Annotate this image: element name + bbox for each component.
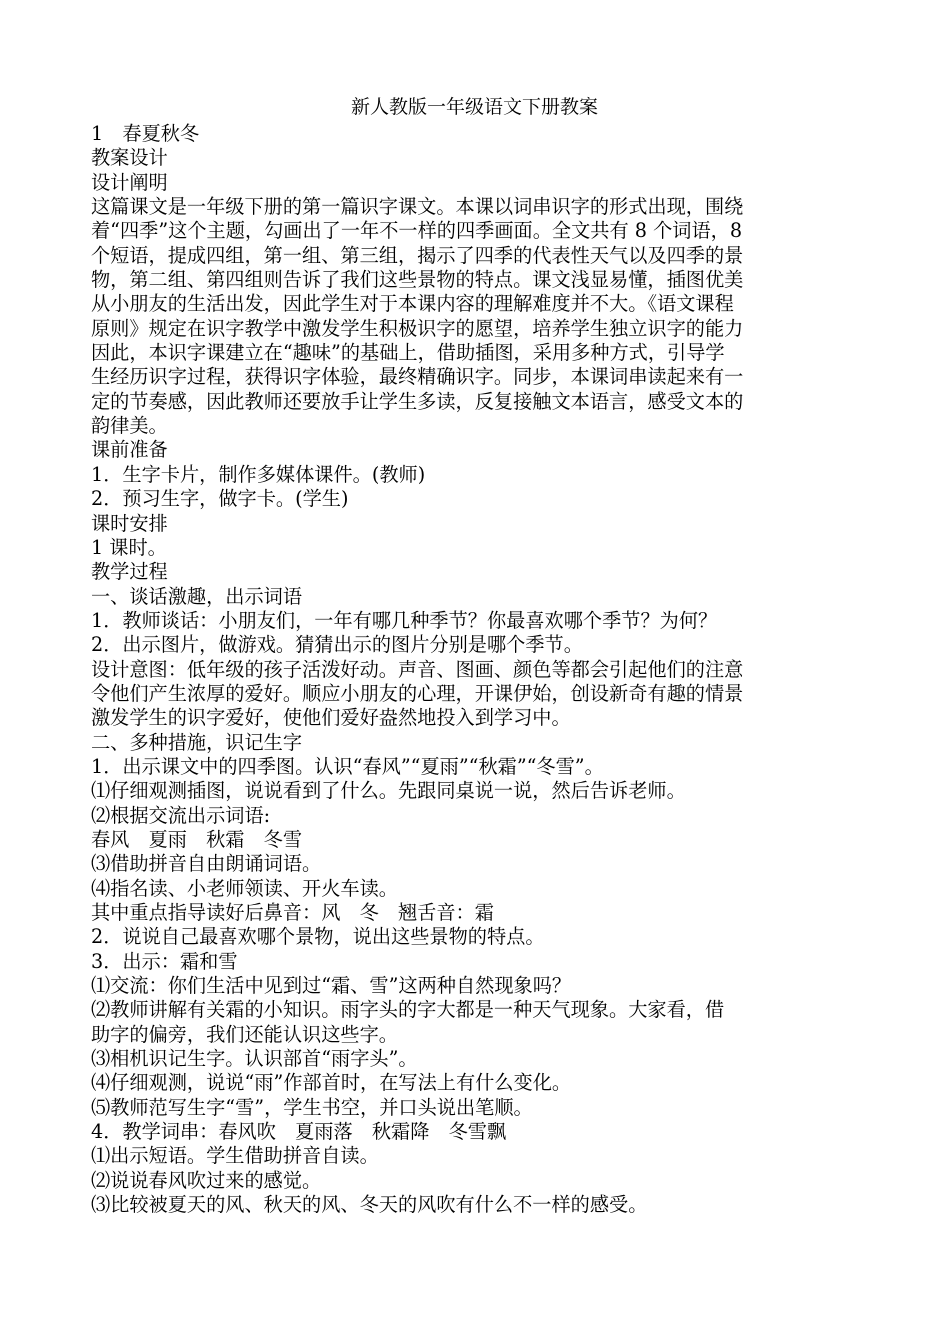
text-line: ⑵说说春风吹过来的感觉。 (91, 1168, 322, 1192)
document-page (91, 96, 858, 1217)
text-line: ⑶相机识记生字。认识部首“雨字头”。 (91, 1047, 418, 1071)
text-line: 1．教师谈话：小朋友们，一年有哪几种季节？你最喜欢哪个季节？为何？ (91, 608, 718, 632)
text-line: 2．说说自己最喜欢哪个景物，说出这些景物的特点。 (91, 925, 545, 949)
text-line: 2．预习生字，做字卡。(学生) (91, 487, 349, 511)
text-line: ⑶比较被夏天的风、秋天的风、冬天的风吹有什么不一样的感受。 (91, 1193, 648, 1217)
text-line: ⑸教师范写生字“雪”，学生书空，并口头说出笔顺。 (91, 1095, 533, 1119)
intro-paragraph (91, 195, 858, 438)
document-title: 新人教版一年级语文下册教案 (350, 96, 598, 118)
text-line: 个短语，提成四组，第一组、第三组，揭示了四季的代表性天气以及四季的景 (91, 243, 744, 267)
subsection-heading: 二、多种措施，识记生字 (91, 730, 303, 754)
text-line: 物，第二组、第四组则告诉了我们这些景物的特点。课文浅显易懂，插图优美 (91, 268, 744, 292)
section-heading: 设计阐明 (91, 170, 168, 194)
text-line: 从小朋友的生活出发，因此学生对于本课内容的理解难度并不大。《语文课程 (91, 292, 734, 316)
text-line: 生经历识字过程，获得识字体验，最终精确识字。同步，本课词串读起来有一 (91, 365, 744, 389)
text-line: 令他们产生浓厚的爱好。顺应小朋友的心理，开课伊始，创设新奇有趣的情景 (91, 681, 744, 705)
text-line: 助字的偏旁，我们还能认识这些字。 (91, 1022, 398, 1046)
text-line: 1．出示课文中的四季图。认识“春风”“夏雨”“秋霜”“冬雪”。 (91, 754, 604, 778)
text-line: 1 课时。 (91, 535, 167, 559)
design-intent-paragraph (91, 658, 858, 731)
text-line: 定的节奏感，因此教师还要放手让学生多读，反复接触文本语言，感受文本的 (91, 389, 744, 413)
text-line: 3．出示：霜和雪 (91, 949, 238, 973)
text-line: 激发学生的识字爱好，使他们爱好盎然地投入到学习中。 (91, 706, 571, 730)
text-line: 原则》规定在识字教学中激发学生积极识字的愿望，培养学生独立识字的能力 (91, 316, 744, 340)
text-line: 1．生字卡片，制作多媒体课件。(教师) (91, 462, 426, 486)
text-line: ⑵教师讲解有关霜的小知识。雨字头的字大都是一种天气现象。大家看，借 (91, 998, 725, 1022)
text-line: 韵律美。 (91, 414, 168, 438)
text-line: ⑷指名读、小老师领读、开火车读。 (91, 876, 398, 900)
section-heading: 教案设计 (91, 146, 168, 170)
text-line: 其中重点指导读好后鼻音：风 冬 翘舌音：霜 (91, 901, 494, 924)
section-heading: 教学过程 (91, 560, 168, 584)
text-line: ⑴交流：你们生活中见到过“霜、雪”这两种自然现象吗？ (91, 974, 572, 998)
text-line: ⑶借助拼音自由朗诵词语。 (91, 852, 322, 876)
subsection-heading: 一、谈话激趣，出示词语 (91, 584, 303, 608)
text-line: ⑴出示短语。学生借助拼音自读。 (91, 1144, 379, 1168)
text-line: ⑵根据交流出示词语: (91, 803, 271, 827)
text-line: ⑷仔细观测，说说“雨”作部首时，在写法上有什么变化。 (91, 1071, 572, 1095)
text-line: 4．教学词串：春风吹 夏雨落 秋霜降 冬雪飘 (91, 1120, 507, 1144)
text-line: 设计意图：低年级的孩子活泼好动。声音、图画、颜色等都会引起他们的注意 (91, 657, 744, 681)
text-line: 着“四季”这个主题，勾画出了一年不一样的四季画面。全文共有 8 个词语，8 (91, 219, 743, 243)
text-line: ⑴仔细观测插图，说说看到了什么。先跟同桌说一说，然后告诉老师。 (91, 779, 686, 803)
text-line: 因此，本识字课建立在“趣味”的基础上，借助插图，采用多种方式，引导学 (91, 341, 725, 365)
text-line: 这篇课文是一年级下册的第一篇识字课文。本课以词串识字的形式出现，围绕 (91, 195, 744, 219)
document-body (91, 122, 858, 1217)
section-heading: 课前准备 (91, 438, 168, 462)
explanation-paragraph (91, 998, 858, 1047)
text-line: 春风 夏雨 秋霜 冬雪 (91, 827, 303, 851)
lesson-heading: 1 春夏秋冬 (91, 122, 200, 145)
text-line: 2．出示图片，做游戏。猜猜出示的图片分别是哪个季节。 (91, 633, 583, 657)
section-heading: 课时安排 (91, 511, 168, 535)
